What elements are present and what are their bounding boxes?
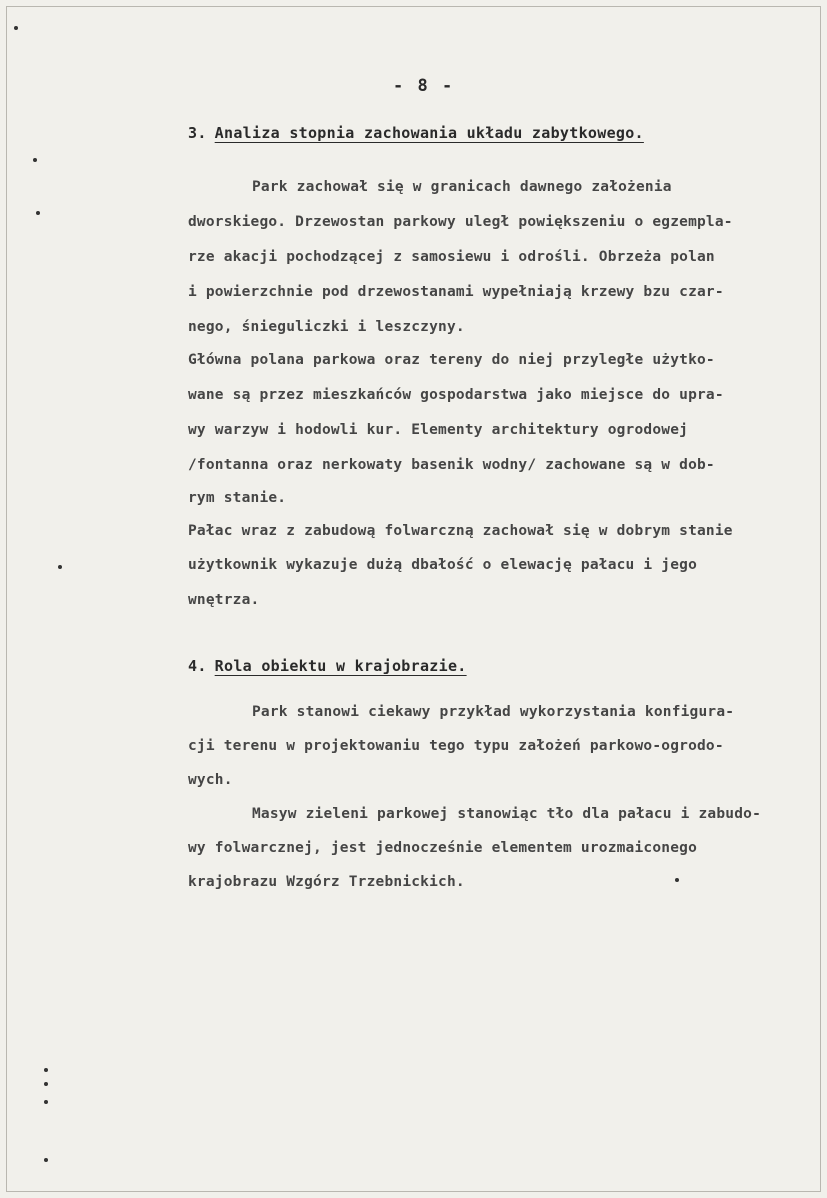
section-3-title: Analiza stopnia zachowania układu zabytkowego. bbox=[214, 124, 644, 142]
section-4-line: Park stanowi ciekawy przykład wykorzystania konfigura- bbox=[252, 704, 735, 720]
section-3-line: Park zachował się w granicach dawnego założenia bbox=[252, 179, 672, 195]
section-3-line: wy warzyw i hodowli kur. Elementy architektury ogrodowej bbox=[188, 422, 689, 438]
section-4-line: wy folwarcznej, jest jednocześnie elementem urozmaiconego bbox=[188, 840, 697, 856]
section-3-line: Główna polana parkowa oraz tereny do niej przyległe użytko- bbox=[188, 352, 715, 368]
margin-mark bbox=[36, 211, 40, 215]
section-4-title: Rola obiektu w krajobrazie. bbox=[214, 657, 467, 675]
margin-mark bbox=[44, 1100, 48, 1104]
margin-mark bbox=[44, 1082, 48, 1086]
section-3-line: rym stanie. bbox=[188, 490, 287, 506]
page-number: - 8 - bbox=[393, 76, 455, 96]
section-3-line: dworskiego. Drzewostan parkowy uległ powiększeniu o egzempla- bbox=[188, 214, 733, 230]
margin-mark bbox=[44, 1158, 48, 1162]
margin-mark bbox=[675, 878, 679, 882]
section-4-line: wych. bbox=[188, 772, 233, 788]
section-3-line: rze akacji pochodzącej z samosiewu i odrośli. Obrzeża polan bbox=[188, 249, 715, 265]
margin-mark bbox=[14, 26, 18, 30]
margin-mark bbox=[58, 565, 62, 569]
section-4-number: 4. bbox=[188, 657, 207, 675]
section-3-heading bbox=[188, 124, 644, 142]
section-4-line: Masyw zieleni parkowej stanowiąc tło dla pałacu i zabudo- bbox=[252, 806, 761, 822]
margin-mark bbox=[33, 158, 37, 162]
section-4-line: cji terenu w projektowaniu tego typu założeń parkowo-ogrodo- bbox=[188, 738, 724, 754]
section-3-line: wane są przez mieszkańców gospodarstwa jako miejsce do upra- bbox=[188, 387, 724, 403]
section-3-line: użytkownik wykazuje dużą dbałość o elewację pałacu i jego bbox=[188, 557, 697, 573]
section-4-line: krajobrazu Wzgórz Trzebnickich. bbox=[188, 874, 465, 890]
section-3-line: /fontanna oraz nerkowaty basenik wodny/ zachowane są w dob- bbox=[188, 457, 715, 473]
section-3-line: wnętrza. bbox=[188, 592, 260, 608]
section-3-line: Pałac wraz z zabudową folwarczną zachował się w dobrym stanie bbox=[188, 523, 733, 539]
section-4-heading bbox=[188, 657, 467, 675]
section-3-line: nego, śnieguliczki i leszczyny. bbox=[188, 319, 465, 335]
section-3-line: i powierzchnie pod drzewostanami wypełniają krzewy bzu czar- bbox=[188, 284, 724, 300]
section-3-number: 3. bbox=[188, 124, 207, 142]
margin-mark bbox=[44, 1068, 48, 1072]
